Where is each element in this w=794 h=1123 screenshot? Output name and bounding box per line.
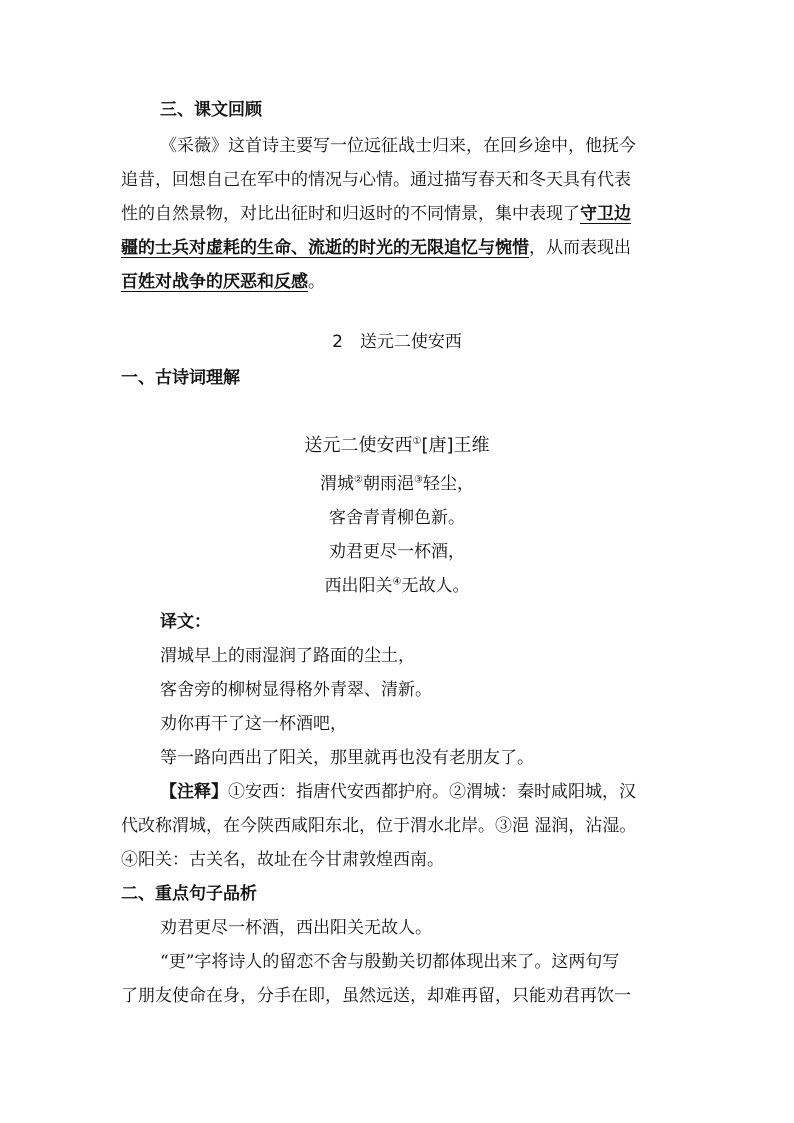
poem-text: 无故人。 bbox=[401, 576, 470, 596]
review-paragraph-line-4 bbox=[121, 236, 631, 260]
notes-line-3: ④阳关：古关名，故址在今甘肃敦煌西南。 bbox=[121, 850, 444, 870]
section2-heading: 二、重点句子品析 bbox=[121, 884, 257, 904]
footnote-marker: ③ bbox=[414, 474, 423, 486]
section1-heading: 一、古诗词理解 bbox=[121, 368, 240, 388]
poem-text: 渭城 bbox=[320, 474, 355, 494]
underlined-key-phrase: 疆的士兵对虚耗的生命、流逝的时光的无限追忆与惋惜 bbox=[121, 238, 529, 258]
translation-line-4: 等一路向西出了阳关，那里就再也没有老朋友了。 bbox=[160, 748, 534, 768]
underlined-key-phrase: 守卫边 bbox=[580, 204, 631, 224]
poem-line-2: 客舍青青柳色新。 bbox=[329, 508, 465, 528]
translation-line-3: 劝你再干了这一杯酒吧， bbox=[160, 714, 347, 734]
analysis-line-2: 了朋友使命在身，分手在即，虽然远送，却难再留，只能劝君再饮一 bbox=[121, 986, 631, 1006]
poem-line-4 bbox=[0, 574, 794, 598]
analysis-line-1: “更”字将诗人的留恋不舍与殷勤关切都体现出来了。这两句写 bbox=[160, 952, 620, 972]
translation-line-2: 客舍旁的柳树显得格外青翠、清新。 bbox=[160, 680, 432, 700]
review-paragraph-line-1: 《采薇》这首诗主要写一位远征战士归来，在回乡途中，他抚今 bbox=[160, 136, 636, 156]
footnote-marker: ① bbox=[412, 436, 422, 447]
review-paragraph-line-5 bbox=[121, 270, 325, 294]
review-text-plain: 。 bbox=[308, 272, 325, 292]
review-text-plain: ，从而表现出 bbox=[529, 238, 631, 258]
poem-title: 送元二使安西 bbox=[304, 435, 413, 456]
review-text-plain: 性的自然景物，对比出征时和归返时的不同情景，集中表现了 bbox=[121, 204, 580, 224]
key-sentence: 劝君更尽一杯酒，西出阳关无故人。 bbox=[160, 918, 432, 938]
lesson-title: 2 送元二使安西 bbox=[332, 332, 462, 352]
translation-label: 译文： bbox=[160, 612, 211, 632]
poem-title-line bbox=[0, 434, 794, 458]
poem-author: [唐]王维 bbox=[421, 435, 490, 456]
poem-text: 轻尘， bbox=[422, 474, 474, 494]
notes-text: ①安西：指唐代安西都护府。②渭城：秦时咸阳城，汉 bbox=[228, 782, 636, 802]
review-paragraph-line-2: 追昔，回想自己在军中的情况与心情。通过描写春天和冬天具有代表 bbox=[121, 170, 631, 190]
poem-line-1 bbox=[0, 472, 794, 496]
notes-line-1 bbox=[160, 780, 636, 804]
footnote-marker: ④ bbox=[392, 576, 402, 588]
poem-text: 朝雨浥 bbox=[363, 474, 414, 494]
poem-text: 西出阳关 bbox=[324, 576, 393, 596]
poem-line-3: 劝君更尽一杯酒， bbox=[329, 542, 465, 562]
notes-line-2: 代改称渭城，在今陕西咸阳东北，位于渭水北岸。③浥 湿润，沾湿。 bbox=[121, 816, 637, 836]
notes-label: 【注释】 bbox=[160, 782, 228, 802]
translation-line-1: 渭城早上的雨湿润了路面的尘土， bbox=[160, 646, 415, 666]
footnote-marker: ② bbox=[354, 474, 363, 486]
review-paragraph-line-3 bbox=[121, 202, 631, 226]
underlined-key-phrase: 百姓对战争的厌恶和反感 bbox=[121, 272, 308, 292]
section3-heading: 三、课文回顾 bbox=[160, 100, 262, 120]
